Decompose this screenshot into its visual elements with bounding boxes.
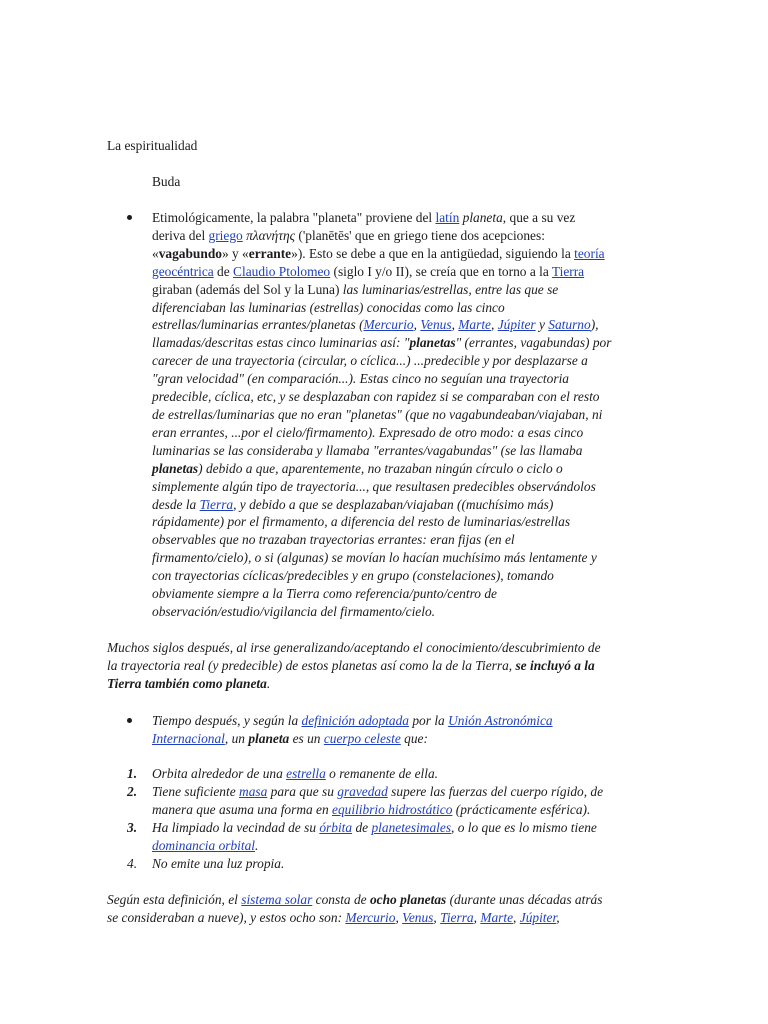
link-venus[interactable]: Venus [420, 317, 452, 333]
text-run: por la [409, 713, 449, 728]
text-run: de [213, 263, 234, 279]
text-line: "gran velocidad" (en comparación...). Estas cinco no seguían una trayectoria [152, 371, 569, 387]
list-item-etymology [152, 209, 664, 621]
text-run: , y debido a que se desplazaban/viajaban ((muchísimo más) [233, 496, 554, 512]
list-number: 1. [127, 766, 138, 781]
text-run: estrellas/luminarias errantes/planetas (Mercurio, Venus, Marte, Júpiter y Saturno), llamadas/descritas estas cinco luminarias así: "planetas" (errantes, vagabundas) por carecer de una trayectoria (circular, o cíclica...) ...predecible y por desplazarse a "gran velocidad" (en comparación...). Estas cinco no seguían una trayectoria predecible, cíclica, etc, y se desplazaban con rapidez si se comparaban con el resto de estrellas/luminarias que no eran "planetas" (que no vagabundeaban/viajaban, ni eran errantes, ...por el cielo/firmamento). Expresado de otro modo: a esas cinco luminarias se las consideraba y llamaba "errantes/vagabundas" (se las llamaba planetas) debido a que, aparentemente, no trazaban ningún círculo o ciclo o simplemente algún tipo de trayectoria..., que resultasen predecibles observándolos desde la Tierra, y debido a que se desplazaban/viajaban ((muchísimo más) rápidamente) por el firmamento, a diferencia del resto de luminarias/estrellas observables que no trazaban trayectorias errantes: eran fijas (en el firmamento/cielo), o si (algunas) se movían lo hacían muchísimo más lentamente y con trayectorias cíclicas/predecibles y en grupo (constelaciones), tomando obviamente siempre a la Tierra como referencia/punto/centro de observación/estudio/vigilancia del firmamento/cielo. [152, 316, 664, 620]
link-saturno[interactable]: Saturno [548, 317, 591, 333]
paragraph-sistema-solar: Según esta definición, el sistema solar consta de ocho planetas (durante unas décadas atrás se consideraban a nueve), y estos ocho son: Mercurio, Venus, Tierra, Marte, Júpiter, [107, 892, 603, 925]
text-run: de [352, 820, 372, 835]
text-run: y [535, 317, 549, 333]
bold-text: Tierra también como planeta [107, 675, 267, 691]
link-mercurio[interactable]: Mercurio [363, 317, 414, 333]
text-run: , [433, 909, 441, 925]
text-run: (durante unas décadas atrás [446, 892, 603, 907]
link-marte[interactable]: Marte [458, 317, 491, 333]
text-run: deriva del [152, 227, 209, 243]
link-equilibrio-hidrostatico[interactable]: equilibrio hidrostático [332, 801, 453, 817]
list-item-4 [127, 855, 664, 873]
link-internacional[interactable]: Internacional [152, 730, 225, 746]
link-marte-2[interactable]: Marte [480, 909, 514, 925]
text-run: ) debido a que, aparentemente, no trazaban ningún círculo o ciclo o [198, 460, 563, 476]
link-latin[interactable]: latín [435, 210, 460, 225]
link-sistema-solar[interactable]: sistema solar [241, 892, 313, 907]
link-venus-2[interactable]: Venus [402, 909, 434, 925]
bold-text: planetas [152, 460, 199, 476]
link-teoria[interactable]: teoría [574, 245, 605, 261]
text-run: Orbita alrededor de una [152, 766, 287, 781]
text-run: Según esta definición, el [107, 892, 242, 907]
list-item-1 [127, 765, 664, 783]
text-run: ('planētēs' que en griego tiene dos acepciones: [295, 227, 545, 243]
text-run: « [152, 245, 159, 261]
text-line: observación/estudio/vigilancia del firmamento/cielo. [152, 603, 436, 619]
text-run: para que su [267, 784, 338, 799]
text-line: luminarias se las consideraba y llamaba "errantes/vagabundas" (se las llamaba [152, 442, 583, 458]
link-masa[interactable]: masa [239, 784, 268, 799]
text-run: giraban (además del Sol y la Luna) [152, 281, 343, 297]
text-run: (prácticamente esférica). [452, 801, 591, 817]
document-title: La espiritualidad [107, 138, 198, 153]
text-run: desde la [152, 496, 200, 512]
text-run: » y « [221, 245, 249, 261]
text-line: de estrellas/luminarias que no eran "planetas" (que no vagabundeaban/viajaban, ni [152, 406, 603, 422]
text-line: con trayectorias cíclicas/predecibles y en grupo (constelaciones), tomando [152, 568, 554, 584]
indented-heading: Buda [152, 174, 181, 189]
link-gravedad[interactable]: gravedad [337, 784, 388, 799]
text-run: »). Esto se debe a que en la antigüedad, siguiendo la [291, 245, 575, 261]
link-union-astronomica[interactable]: Unión Astronómica [448, 713, 553, 728]
paragraph-tierra-planeta [107, 639, 667, 693]
text-run: , [473, 909, 481, 925]
text-run: " (errantes, vagabundas) por [455, 335, 612, 351]
text-run: Tiempo después, y según la [152, 713, 302, 728]
link-dominancia-orbital[interactable]: dominancia orbital [152, 837, 256, 853]
bold-text: errante [248, 245, 292, 261]
link-tierra-2[interactable]: Tierra [199, 496, 234, 512]
text-run: que: [400, 730, 428, 746]
text-run: ( [355, 317, 364, 333]
text-run [152, 299, 664, 621]
text-run: Tiene suficiente [152, 784, 240, 799]
text-run: se consideraban a nueve), y estos ocho son: [107, 909, 346, 925]
list-number: 3. [127, 820, 138, 835]
text-run: llamadas/descritas estas cinco luminarias así: " [152, 335, 410, 351]
link-orbita[interactable]: órbita [319, 820, 353, 835]
link-jupiter[interactable]: Júpiter [497, 317, 536, 333]
list-number: 2. [127, 784, 138, 799]
link-planetesimales[interactable]: planetesimales [371, 820, 452, 835]
list-number: 4. [127, 856, 138, 871]
link-cuerpo-celeste[interactable]: cuerpo celeste [323, 730, 401, 746]
list-item-2 [127, 783, 664, 819]
text-run: (siglo I y/o II), se creía que en torno a la [330, 263, 552, 279]
text-run: es un [289, 730, 324, 746]
text-line: simplemente algún tipo de trayectoria..., que resultasen predecibles observándolos [152, 478, 596, 494]
text-run: o remanente de ella. [325, 766, 439, 781]
bold-text: se incluyó a la [515, 657, 595, 673]
text-run: las luminarias/estrellas, entre las que se [342, 281, 559, 297]
text-line: Muchos siglos después, al irse generalizando/aceptando el conocimiento/descubrimiento de [107, 640, 601, 655]
text-line: observables que no trazaban trayectorias errantes: eran fijas (en el [152, 532, 515, 548]
text-run: , un [224, 730, 249, 746]
text-run: supere las fuerzas del cuerpo rígido, de [387, 784, 604, 799]
list-item-3 [127, 819, 664, 855]
text-run: estrellas/luminarias errantes/planetas [152, 317, 356, 333]
text-run: Ha limpiado la vecindad de su [152, 820, 320, 835]
text-run: , [395, 909, 403, 925]
bold-text: vagabundo [158, 245, 222, 261]
link-geocentrica[interactable]: geocéntrica [152, 263, 214, 279]
bold-text: ocho planetas [369, 892, 447, 907]
text-run: . [255, 837, 259, 853]
text-run: planeta [459, 210, 503, 225]
text-run: diferenciaban las luminarias (estrellas) conocidas como las cinco [152, 299, 505, 315]
text-run: , [513, 909, 520, 925]
text-line: predecible, cíclica, etc, y se desplazaban con rapidez si se comparaban con el resto [152, 389, 600, 405]
bold-text: planetas [409, 335, 456, 351]
link-griego[interactable]: griego [208, 227, 243, 243]
text-run: πλανήτης [242, 227, 296, 243]
text-run: . [266, 675, 271, 691]
text-line: rápidamente) por el firmamento, a diferencia del resto de luminarias/estrellas [152, 514, 571, 530]
text-line: obviamente siempre a la Tierra como referencia/punto/centro de [152, 586, 497, 602]
text-run: manera que asuma una forma en [152, 801, 333, 817]
text-run: consta de [312, 892, 370, 907]
text-run: Etimológicamente, la palabra "planeta" proviene del [152, 210, 436, 225]
link-definicion-adoptada[interactable]: definición adoptada [301, 713, 410, 728]
list-item-definicion [152, 712, 664, 748]
text-run: , que a su vez [502, 210, 576, 225]
text-run: la trayectoria real (y predecible) de estos planetas así como la de la Tierra, [107, 657, 516, 673]
text-line: eran errantes, ...por el cielo/firmamento). Expresado de otro modo: a esas cinco [152, 424, 584, 440]
text-line: firmamento/cielo), o si (algunas) se movían lo hacían muchísimo más lentamente y [152, 550, 597, 566]
link-tierra[interactable]: Tierra [551, 263, 585, 279]
bold-text: planeta [248, 730, 290, 746]
link-tierra-3[interactable]: Tierra [440, 909, 474, 925]
link-estrella[interactable]: estrella [286, 766, 326, 781]
text-line: carecer de una trayectoria (circular, o cíclica...) ...predecible y por desplazarse a [152, 353, 588, 369]
text-line: No emite una luz propia. [152, 856, 285, 871]
link-jupiter-2[interactable]: Júpiter [519, 909, 557, 925]
text-run: , o lo que es lo mismo tiene [451, 820, 597, 835]
link-claudio-ptolomeo[interactable]: Claudio Ptolomeo [233, 263, 331, 279]
link-mercurio-2[interactable]: Mercurio [345, 909, 396, 925]
